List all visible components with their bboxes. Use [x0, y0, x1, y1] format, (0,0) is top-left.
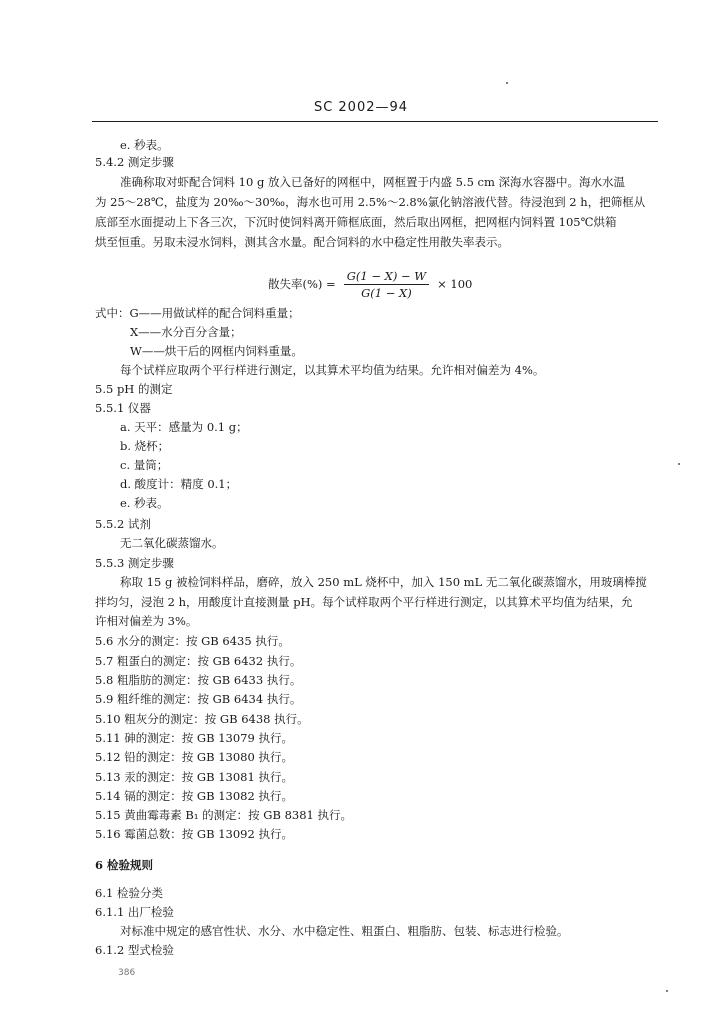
paragraph-line: 称取 15 g 被检饲料样品，磨碎，放入 250 mL 烧杯中，加入 150 mL 无二氧化碳蒸馏水，用玻璃棒搅: [120, 575, 647, 589]
section-5-11: 5.11 砷的测定：按 GB 13079 执行。: [95, 731, 293, 745]
section-heading-6: 6 检验规则: [95, 858, 154, 872]
formula-numerator: G(1 − X) − W: [344, 269, 429, 285]
scan-speck: [678, 463, 680, 465]
section-5-10: 5.10 粗灰分的测定：按 GB 6438 执行。: [95, 712, 309, 726]
paragraph-line: 为 25～28℃，盐度为 20‰～30‰，海水也可用 2.5%～2.8%氯化钠溶液代替。待浸泡到 2 h，把筛框从: [95, 195, 646, 209]
list-item-c-cylinder: c. 量筒；: [120, 458, 169, 472]
dispersion-formula: [268, 268, 472, 300]
section-5-15: 5.15 黄曲霉毒素 B₁ 的测定：按 GB 8381 执行。: [95, 808, 353, 822]
list-item-e-stopwatch: e. 秒表。: [120, 138, 169, 152]
section-5-6: 5.6 水分的测定：按 GB 6435 执行。: [95, 634, 290, 648]
formula-denominator: G(1 − X): [361, 285, 412, 300]
section-heading-6-1: 6.1 检验分类: [95, 886, 163, 900]
section-5-16: 5.16 霉菌总数：按 GB 13092 执行。: [95, 827, 293, 841]
paragraph-line: 拌均匀，浸泡 2 h，用酸度计直接测量 pH。每个试样取两个平行样进行测定，以其算术平均值为结果，允: [95, 595, 633, 609]
section-5-13: 5.13 汞的测定：按 GB 13081 执行。: [95, 770, 293, 784]
list-item-e-stopwatch: e. 秒表。: [120, 496, 169, 510]
section-5-8: 5.8 粗脂肪的测定：按 GB 6433 执行。: [95, 673, 302, 687]
section-heading-5-5-2: 5.5.2 试剂: [95, 517, 151, 531]
paragraph-line: 每个试样应取两个平行样进行测定，以其算术平均值为结果。允许相对偏差为 4%。: [120, 363, 545, 377]
section-heading-5-5: 5.5 pH 的测定: [95, 382, 173, 396]
formula-fraction: [344, 269, 429, 300]
list-item-b-beaker: b. 烧杯；: [120, 439, 170, 453]
section-heading-5-4-2: 5.4.2 测定步骤: [95, 155, 174, 169]
formula-lhs: 散失率(%) =: [268, 277, 336, 291]
list-item-a-balance: a. 天平：感量为 0.1 g；: [120, 420, 248, 434]
section-5-7: 5.7 粗蛋白的测定：按 GB 6432 执行。: [95, 654, 302, 668]
section-5-9: 5.9 粗纤维的测定：按 GB 6434 执行。: [95, 692, 302, 706]
paragraph-line: 底部至水面提动上下各三次，下沉时使饲料离开筛框底面，然后取出网框，把网框内饲料置 105℃烘箱: [95, 215, 617, 229]
page-header: SC 2002—94: [313, 100, 409, 115]
definition-x: X——水分百分含量；: [130, 325, 242, 339]
definition-w: W——烘干后的网框内饲料重量。: [130, 344, 303, 358]
scan-speck: [666, 990, 668, 992]
scan-speck: [506, 82, 508, 84]
paragraph-line: 对标准中规定的感官性状、水分、水中稳定性、粗蛋白、粗脂肪、包装、标志进行检验。: [120, 924, 569, 938]
header-rule: [92, 121, 658, 122]
paragraph-line: 准确称取对虾配合饲料 10 g 放入已备好的网框中，网框置于内盛 5.5 cm 深海水容器中。海水水温: [120, 175, 626, 189]
section-5-14: 5.14 镉的测定：按 GB 13082 执行。: [95, 789, 293, 803]
section-5-12: 5.12 铅的测定：按 GB 13080 执行。: [95, 750, 293, 764]
formula-rhs: × 100: [437, 277, 473, 291]
definition-g: 式中：G——用做试样的配合饲料重量；: [95, 306, 300, 320]
section-heading-5-5-3: 5.5.3 测定步骤: [95, 556, 174, 570]
paragraph-line: 许相对偏差为 3%。: [95, 614, 198, 628]
section-heading-6-1-2: 6.1.2 型式检验: [95, 943, 174, 957]
section-heading-5-5-1: 5.5.1 仪器: [95, 401, 151, 415]
section-heading-6-1-1: 6.1.1 出厂检验: [95, 905, 174, 919]
reagent-text: 无二氧化碳蒸馏水。: [120, 536, 224, 550]
list-item-d-ph-meter: d. 酸度计：精度 0.1；: [120, 477, 238, 491]
page-number: 386: [118, 968, 136, 978]
paragraph-line: 烘至恒重。另取未浸水饲料，测其含水量。配合饲料的水中稳定性用散失率表示。: [95, 235, 509, 249]
